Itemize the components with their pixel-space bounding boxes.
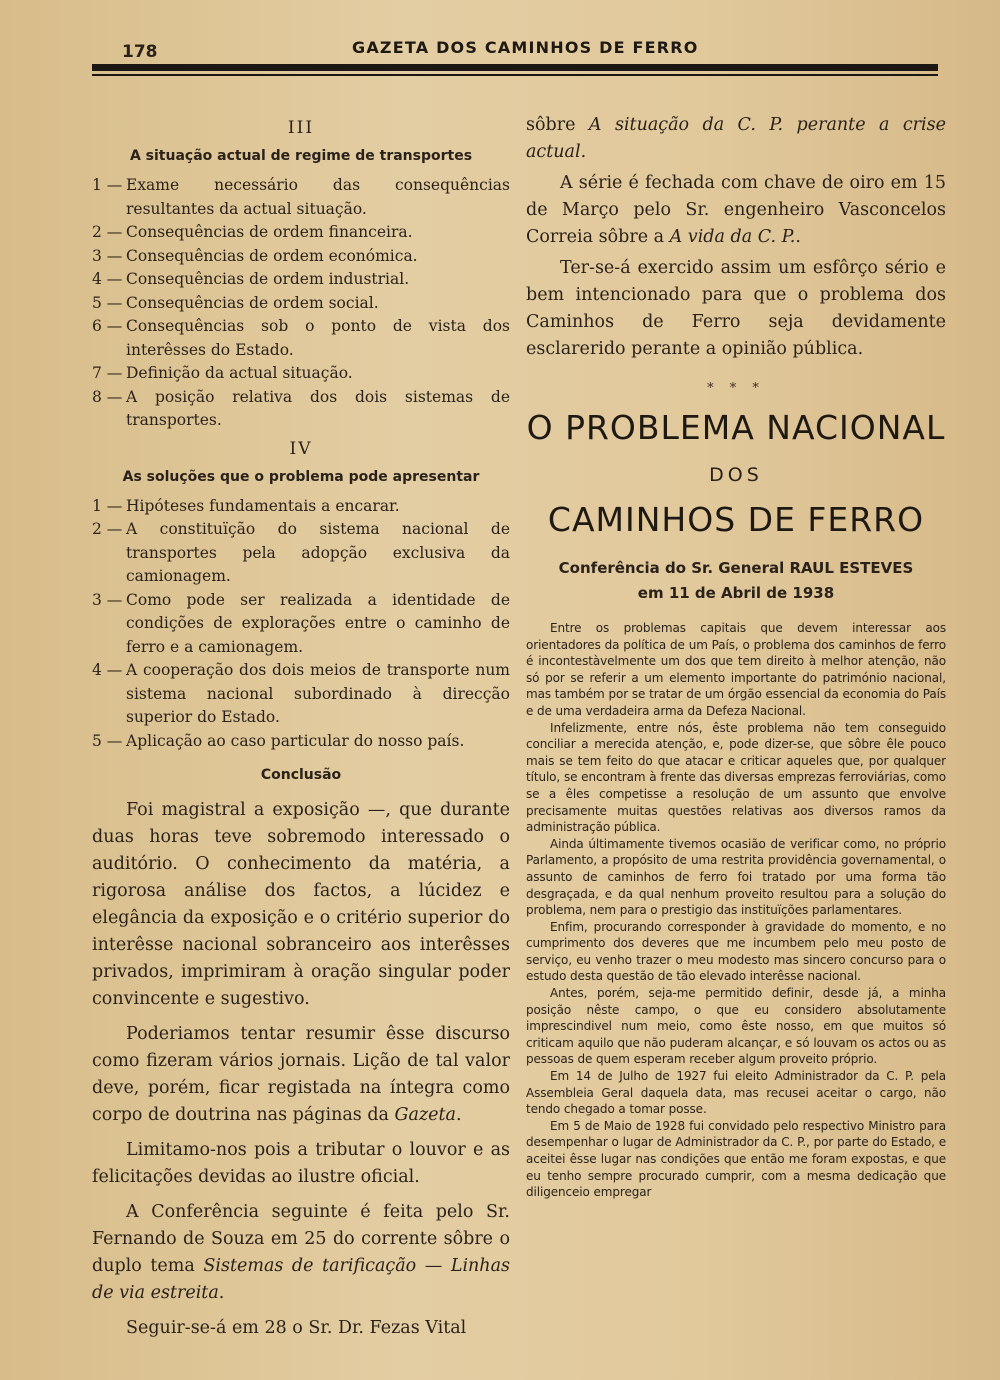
- paragraph: Ter-se-á exercido assim um esfôrço sério e bem intencionado para que o problema dos Caminhos de Ferro seja devidamente esclarerido perante a opinião pública.: [526, 258, 946, 359]
- item-number: 2 —: [92, 520, 123, 538]
- article-title-line: CAMINHOS DE FERRO: [547, 500, 925, 539]
- item-text: A constituïção do sistema nacional de transportes pela adopção exclusiva da camionagem.: [126, 520, 510, 585]
- paragraph: [526, 170, 946, 251]
- outline-item: [92, 362, 510, 386]
- item-number: 3 —: [92, 246, 123, 265]
- lecture-theme: A vida da C. P.: [669, 227, 796, 247]
- item-text: Consequências de ordem social.: [126, 293, 379, 312]
- lecture-theme: A situação da C. P. perante a crise actual: [526, 115, 946, 162]
- running-title: GAZETA DOS CAMINHOS DE FERRO: [352, 38, 699, 57]
- article-paragraph: Em 14 de Julho de 1927 fui eleito Administrador da C. P. pela Assembleia Geral daquela data, mas recusei aceitar o cargo, não tendo chegado a tomar posse.: [526, 1069, 946, 1117]
- item-text: Como pode ser realizada a identidade de condições de explorações entre o caminho de ferro e a camionagem.: [126, 590, 510, 656]
- item-text: A cooperação dos dois meios de transporte num sistema nacional subordinado à direcção superior do Estado.: [126, 661, 510, 726]
- article-paragraph: Em 5 de Maio de 1928 fui convidado pelo respectivo Ministro para desempenhar o lugar de Administrador da C. P., por parte do Estado, e aceitei êsse lugar nas condições que então me foram expostas, e que eu tenho sempre procurado cumprir, com a mesma dedicação que diligenceio empregar: [526, 1118, 946, 1200]
- outline-list: [92, 174, 510, 433]
- outline-item: [92, 730, 510, 754]
- page-header: [92, 34, 938, 60]
- conclusion-paragraph: [92, 1021, 510, 1129]
- item-number: 7 —: [92, 364, 123, 382]
- section-separator: * * *: [707, 381, 765, 396]
- text-run: A série é fechada com chave de oiro em 15 de Março pelo Sr. engenheiro Vasconcelos Correia sôbre a: [526, 173, 946, 247]
- conclusion-paragraph: Limitamo-nos pois a tributar o louvor e as felicitações devidas ao ilustre oficial.: [92, 1140, 510, 1187]
- right-column: [526, 112, 946, 1201]
- header-rule-thick: [92, 64, 938, 71]
- article-paragraph: Enfim, procurando corresponder à gravidade do momento, e no cumprimento dos deveres que me incumbem pelo meu posto de serviço, eu venho trazer o meu modesto mas sincero concurso para o estudo desta questão de tão elevado interêsse nacional.: [526, 919, 946, 984]
- text-run: sôbre: [526, 115, 589, 135]
- text-run: Poderiamos tentar resumir êsse discurso como fizeram vários jornais. Lição de tal valor deve, porém, ficar registada na íntegra como corpo de doutrina nas páginas da: [92, 1024, 510, 1125]
- outline-list: [92, 495, 510, 754]
- text-run: Conferência do Sr. General: [558, 559, 790, 577]
- item-number: 3 —: [92, 590, 123, 609]
- conclusion-paragraph: [92, 1199, 510, 1307]
- text-run: .: [795, 227, 801, 247]
- item-text: Hipóteses fundamentais a encarar.: [126, 496, 400, 515]
- section-number: III: [287, 118, 315, 138]
- item-number: 6 —: [92, 317, 123, 335]
- continued-paragraph: [526, 112, 946, 166]
- outline-item: [92, 386, 510, 433]
- header-rule-thin: [92, 74, 938, 76]
- page-number: 178: [122, 42, 158, 62]
- item-text: Exame necessário das consequências resultantes da actual situação.: [126, 176, 510, 218]
- article-paragraph: Antes, porém, seja-me permitido definir, desde já, a minha posição nêste campo, o que eu considero absolutamente imprescindivel num meio, como êste nosso, em que muitos só criticam aquilo que não puderam alcançar, e só louvam os actos ou as pessoas de quem esperam receber algum proveito próprio.: [526, 986, 946, 1067]
- outline-item: [92, 589, 510, 660]
- outline-item: [92, 174, 510, 221]
- outline-item: [92, 292, 510, 316]
- item-text: Definição da actual situação.: [126, 364, 353, 382]
- text-run: A Conferência seguinte é feita pelo Sr. Fernando de Souza em 25 do corrente sôbre o duplo tema: [92, 1202, 510, 1276]
- article-paragraph: Infelizmente, entre nós, êste problema não tem conseguido conciliar a merecida atenção, e, pode dizer-se, que sôbre êle pouco mais se tem feito do que atacar e criticar aqueles que, por qualquer título, se encontram à frente das diversas emprezas ferroviárias, como se a êles competisse a resolução de um assunto que envolve precisamente muitas questões relativas aos diversos ramos da administração pública.: [526, 720, 946, 835]
- speaker-name: RAUL ESTEVES: [789, 559, 914, 577]
- item-text: A posição relativa dos dois sistemas de transportes.: [126, 387, 510, 429]
- conference-date: em 11 de Abril de 1938: [637, 584, 835, 602]
- outline-item: [92, 221, 510, 245]
- article-title-connector: DOS: [709, 464, 763, 486]
- item-number: 4 —: [92, 270, 123, 288]
- conclusion-paragraph: Foi magistral a exposição —, que durante duas horas teve sobremodo interessado o auditório. O conhecimento da matéria, a rigorosa análise dos factos, a lúcidez e elegância da exposição e o critério superior do interêsse nacional sobranceiro aos interêsses privados, imprimiram à oração singular poder convincente e sugestivo.: [92, 800, 510, 1009]
- item-number: 2 —: [92, 223, 123, 241]
- left-column: [92, 112, 510, 1342]
- conclusion-paragraph: Seguir-se-á em 28 o Sr. Dr. Fezas Vital: [126, 1318, 467, 1338]
- item-number: 4 —: [92, 661, 123, 679]
- text-run: .: [580, 142, 587, 162]
- conclusion-title: Conclusão: [260, 767, 342, 783]
- article-paragraph: Ainda últimamente tivemos ocasião de verificar como, no próprio Parlamento, a propósito de uma restrita providência governamental, o assunto de caminhos de ferro foi tratado por uma forma tão desgraçada, e da qual nenhum proveito resultou para a solução do problema, nem para o prestigio das instituïções parlamentares.: [526, 836, 946, 918]
- item-text: Consequências de ordem económica.: [126, 246, 418, 265]
- conference-speaker: [526, 556, 946, 581]
- item-number: 5 —: [92, 731, 123, 750]
- section-number: IV: [289, 438, 313, 459]
- outline-item: [92, 659, 510, 730]
- lecture-theme: Sistemas de tarificação — Linhas de via estreita: [92, 1256, 510, 1303]
- item-number: 1 —: [92, 176, 123, 194]
- text-run: .: [218, 1283, 225, 1303]
- item-text: Consequências de ordem industrial.: [126, 270, 410, 288]
- conference-byline: [526, 556, 946, 606]
- article-paragraph: Entre os problemas capitais que devem interessar aos orientadores da política de um País, o problema dos caminhos de ferro é incontestàvelmente um dos que tem direito à melhor atenção, não só por se referir a um elemento importante do património nacional, mas também por se tratar de um órgão essencial da economia do País e de uma verdadeira arma da Defeza Nacional.: [526, 621, 946, 718]
- article-title: O PROBLEMA NACIONAL: [526, 408, 946, 447]
- item-number: 1 —: [92, 496, 123, 515]
- publication-name: Gazeta: [394, 1105, 456, 1125]
- section-title: As soluções que o problema pode apresentar: [122, 468, 480, 485]
- item-text: Aplicação ao caso particular do nosso país.: [126, 731, 465, 750]
- outline-item: [92, 495, 510, 519]
- item-number: 5 —: [92, 293, 123, 312]
- section-title: A situação actual de regime de transportes: [129, 148, 473, 164]
- item-number: 8 —: [92, 387, 123, 406]
- outline-item: [92, 315, 510, 362]
- outline-item: [92, 518, 510, 589]
- item-text: Consequências sob o ponto de vista dos interêsses do Estado.: [126, 317, 510, 359]
- text-run: .: [456, 1105, 462, 1125]
- outline-item: [92, 245, 510, 269]
- outline-item: [92, 268, 510, 292]
- item-text: Consequências de ordem financeira.: [126, 223, 413, 241]
